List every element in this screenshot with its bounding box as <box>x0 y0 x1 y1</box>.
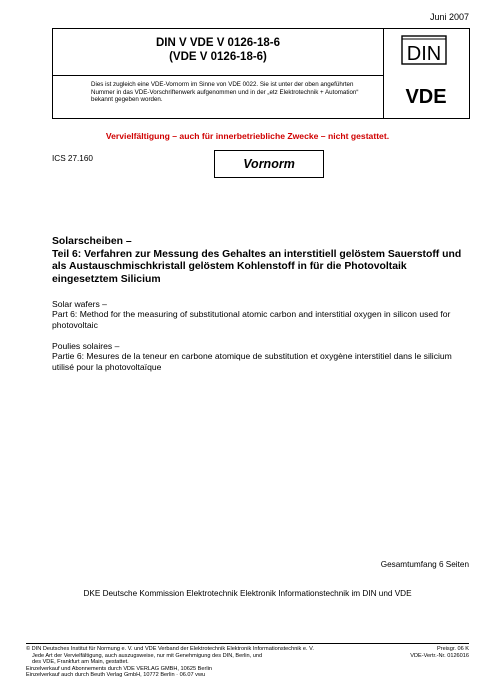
footer-line: Jede Art der Vervielfältigung, auch auszugsweise, nur mit Genehmigung des DIN, Berlin, und <box>32 652 263 659</box>
title-french <box>52 341 472 372</box>
vde-logo <box>395 85 457 107</box>
header-box <box>52 28 470 119</box>
page-count: Gesamtumfang 6 Seiten <box>380 560 469 569</box>
din-logo-text: DIN <box>406 43 442 65</box>
footer-line: Einzelverkauf und Abonnements durch VDE VERLAG GMBH, 10625 Berlin <box>26 665 212 672</box>
header-divider <box>383 29 384 118</box>
title-english-main: Solar wafers – <box>52 299 107 309</box>
standard-number-line-2: (VDE V 0126-18-6) <box>169 51 267 63</box>
title-german-part: Teil 6: Verfahren zur Messung des Gehaltes an interstitiell gelöstem Sauerstoff und als Austauschmischkristall gelöstem Kohlenstoff in für die Photovoltaik eingesetztem Silicium <box>52 248 462 285</box>
footer-line: Einzelverkauf auch durch Beuth Verlag GmbH, 10772 Berlin · 06.07 vwu <box>26 672 206 679</box>
title-english <box>52 299 472 330</box>
footer-divider <box>26 643 469 644</box>
title-german-main: Solarscheiben – <box>52 236 132 247</box>
vde-logo-text: VDE <box>405 86 447 107</box>
footer-line: des VDE, Frankfurt am Main, gestattet. <box>32 659 129 666</box>
standard-number <box>53 29 383 75</box>
vde-order-number: VDE-Vertr.-Nr. 0126016 <box>410 652 469 659</box>
footer-line: © DIN Deutsches Institut für Normung e. V. und VDE Verband der Elektrotechnik Elektronik Informationstechnik e. V. <box>26 646 314 652</box>
footer-copyright <box>26 646 376 679</box>
reproduction-notice: Vervielfältigung – auch für innerbetriebliche Zwecke – nicht gestattet. <box>105 131 390 141</box>
title-french-part: Partie 6: Mesures de la teneur en carbone atomique de substitution et oxygène interstitiel dans le silicium utilisé pour la photovoltaïque <box>52 351 452 372</box>
dke-line: DKE Deutsche Kommission Elektrotechnik Elektronik Informationstechnik im DIN und VDE <box>83 589 412 598</box>
price-group: Preisgr. 06 K <box>436 646 469 652</box>
vornorm-label: Vornorm <box>214 150 324 178</box>
din-logo <box>401 35 447 65</box>
vde-note: Dies ist zugleich eine VDE-Vornorm im Sinne von VDE 0022. Sie ist unter der oben angeführten Nummer in das VDE-Vorschriftenwerk aufgenommen und in der „etz Elektrotechnik + Automation“ bekannt gegeben worden. <box>53 75 383 119</box>
footer-price <box>410 646 469 659</box>
standard-number-line-1: DIN V VDE V 0126-18-6 <box>155 37 280 49</box>
ics-code: ICS 27.160 <box>52 154 93 163</box>
title-english-part: Part 6: Method for the measuring of substitutional atomic carbon and interstitial oxygen in silicon used for photovoltaic <box>52 309 451 330</box>
publication-date: Juni 2007 <box>429 12 469 22</box>
title-german <box>52 236 472 286</box>
title-french-main: Poulies solaires – <box>52 341 120 351</box>
